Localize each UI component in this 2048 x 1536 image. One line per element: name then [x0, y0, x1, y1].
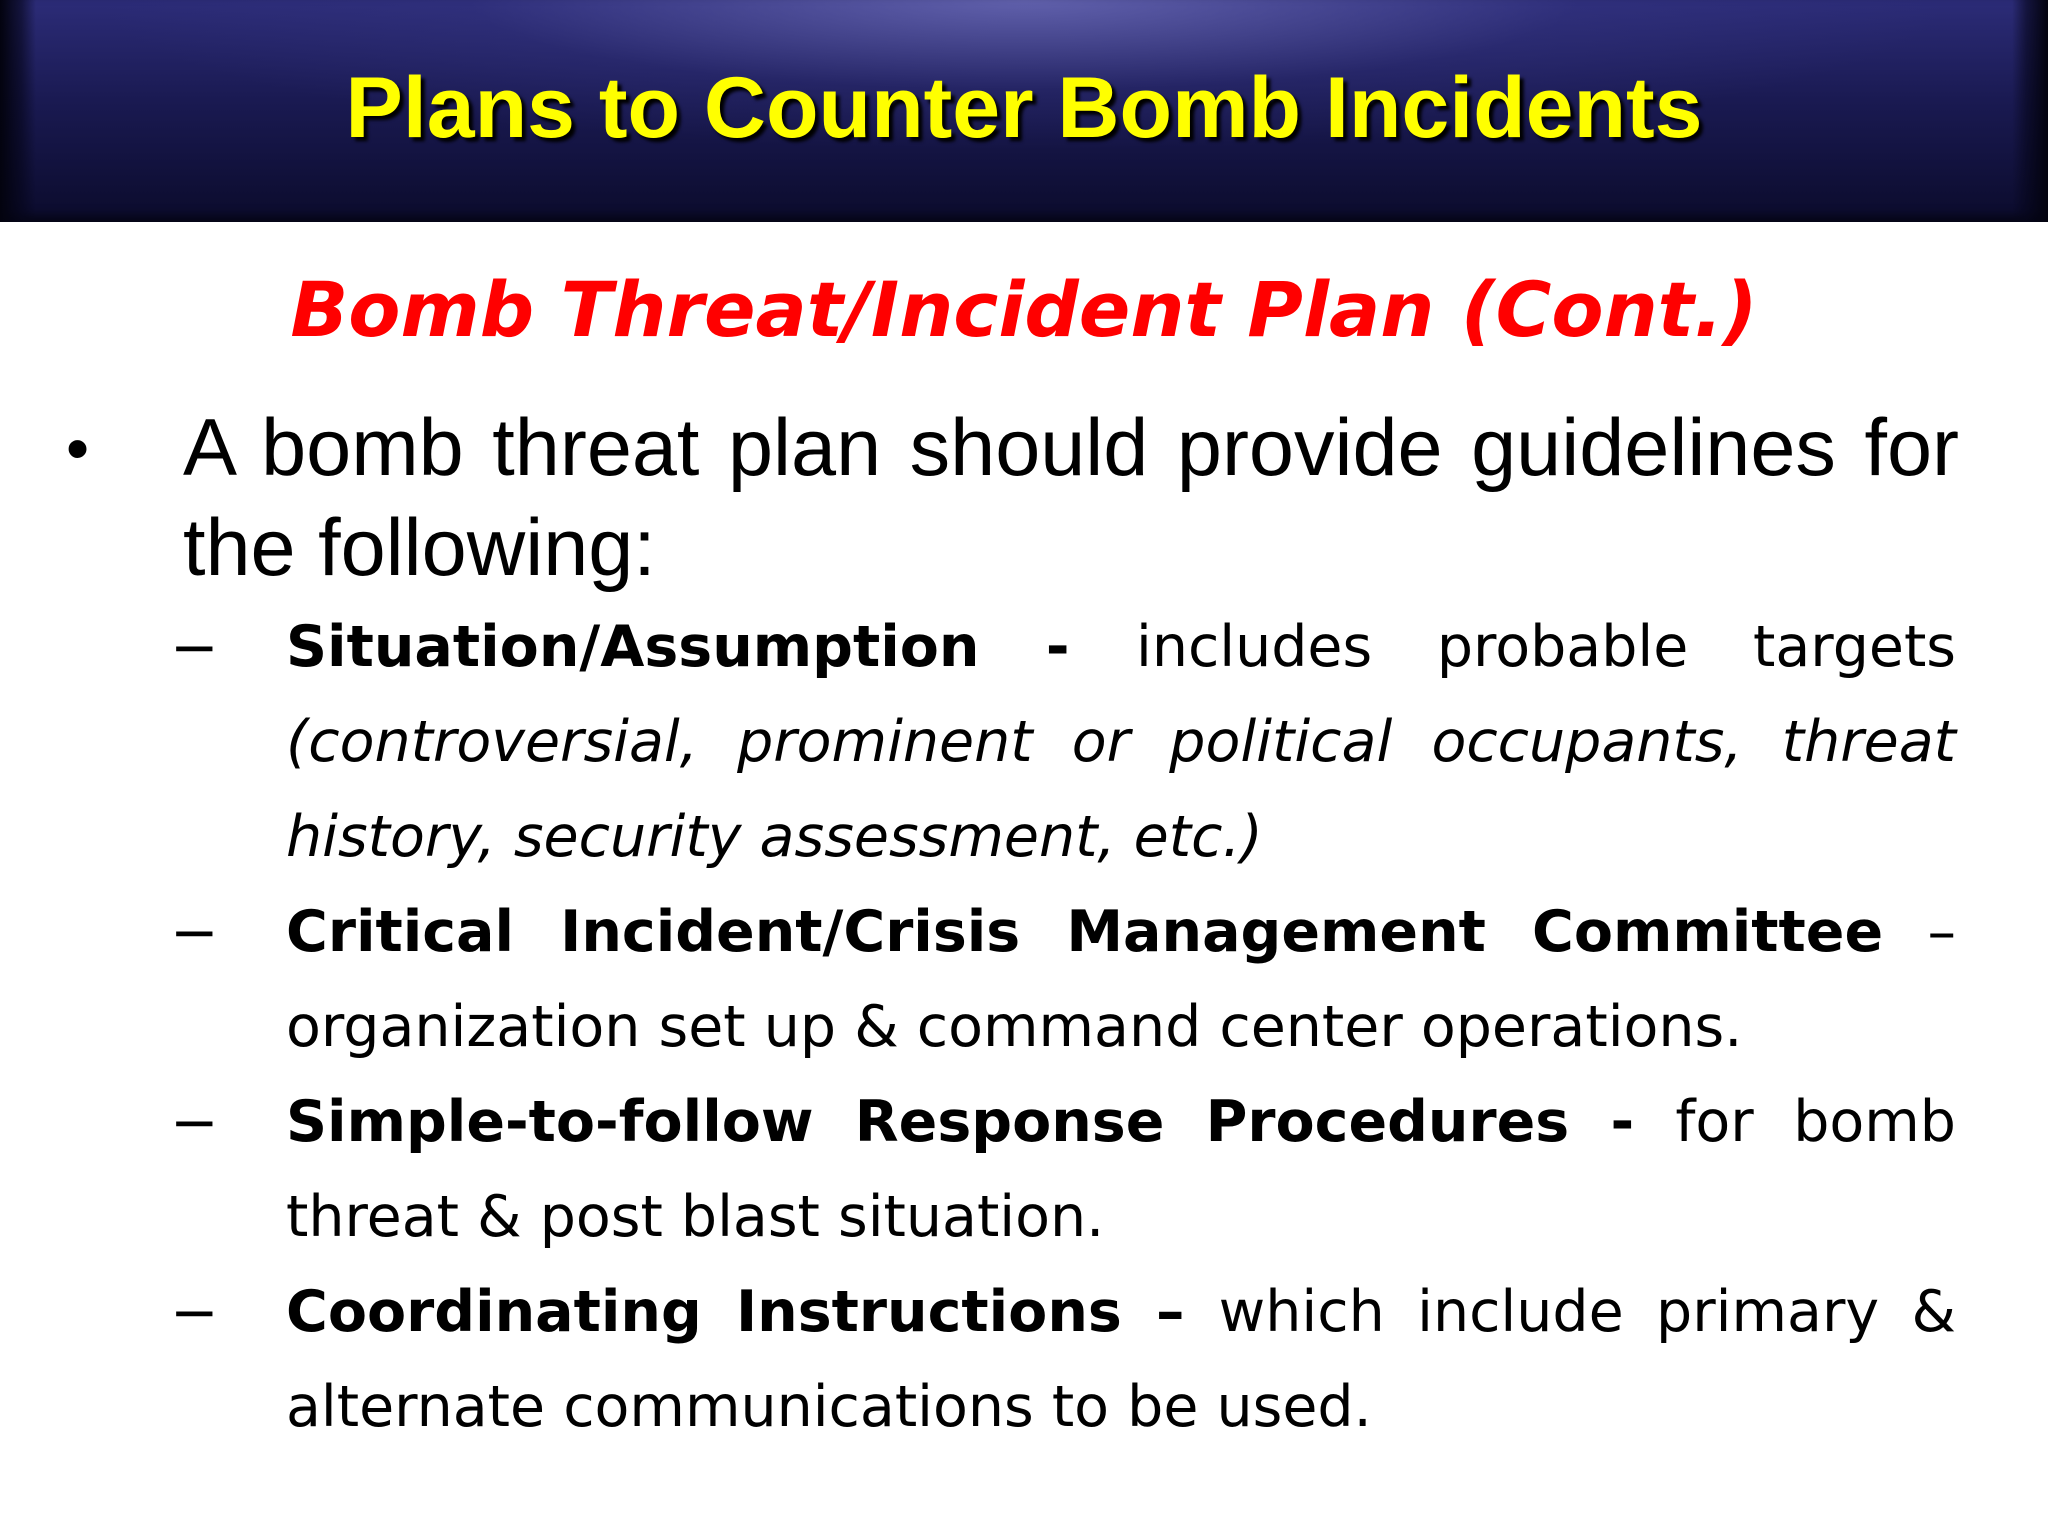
dash-icon: −: [170, 1278, 219, 1346]
sub-bullet-separator: –: [1121, 1279, 1219, 1345]
sub-bullet-description: includes probable targets: [1135, 614, 1956, 680]
sub-bullet-text: [286, 885, 1956, 1075]
slide-title: Plans to Counter Bomb Incidents: [345, 60, 1703, 156]
sub-bullet-item: [0, 885, 2048, 1075]
sub-bullet-term: Situation/Assumption: [286, 614, 980, 680]
main-bullet-text: A bomb threat plan should provide guidelines for the following:: [183, 403, 1959, 593]
sub-bullet-separator: –: [1883, 899, 1956, 965]
sub-bullet-separator: -: [979, 614, 1136, 680]
sub-bullet-list: [0, 600, 2048, 1455]
sub-bullet-description: which include primary & alternate communications to be used.: [286, 1279, 1956, 1440]
sub-bullet-term: Coordinating Instructions: [286, 1279, 1122, 1345]
sub-bullet-separator: -: [1569, 1089, 1676, 1155]
sub-bullet-item: [0, 600, 2048, 885]
dash-icon: −: [170, 1088, 219, 1156]
sub-bullet-item: [0, 1265, 2048, 1455]
sub-bullet-term: Simple-to-follow Response Procedures: [286, 1089, 1570, 1155]
dash-icon: −: [170, 898, 219, 966]
slide-subtitle: Bomb Threat/Incident Plan (Cont.): [290, 265, 1758, 354]
bullet-icon: •: [66, 411, 90, 485]
sub-bullet-text: [286, 600, 1956, 885]
sub-bullet-term: Critical Incident/Crisis Management Committee: [286, 899, 1884, 965]
sub-bullet-description: for bomb threat & post blast situation.: [286, 1089, 1956, 1250]
sub-bullet-description: organization set up & command center operations.: [286, 994, 1743, 1060]
sub-bullet-text: [286, 1265, 1956, 1455]
header-band: [0, 0, 2048, 222]
sub-bullet-text: [286, 1075, 1956, 1265]
dash-icon: −: [170, 613, 219, 681]
sub-bullet-item: [0, 1075, 2048, 1265]
sub-bullet-italic-note: (controversial, prominent or political occupants, threat history, security assessment, etc.): [286, 709, 1956, 870]
